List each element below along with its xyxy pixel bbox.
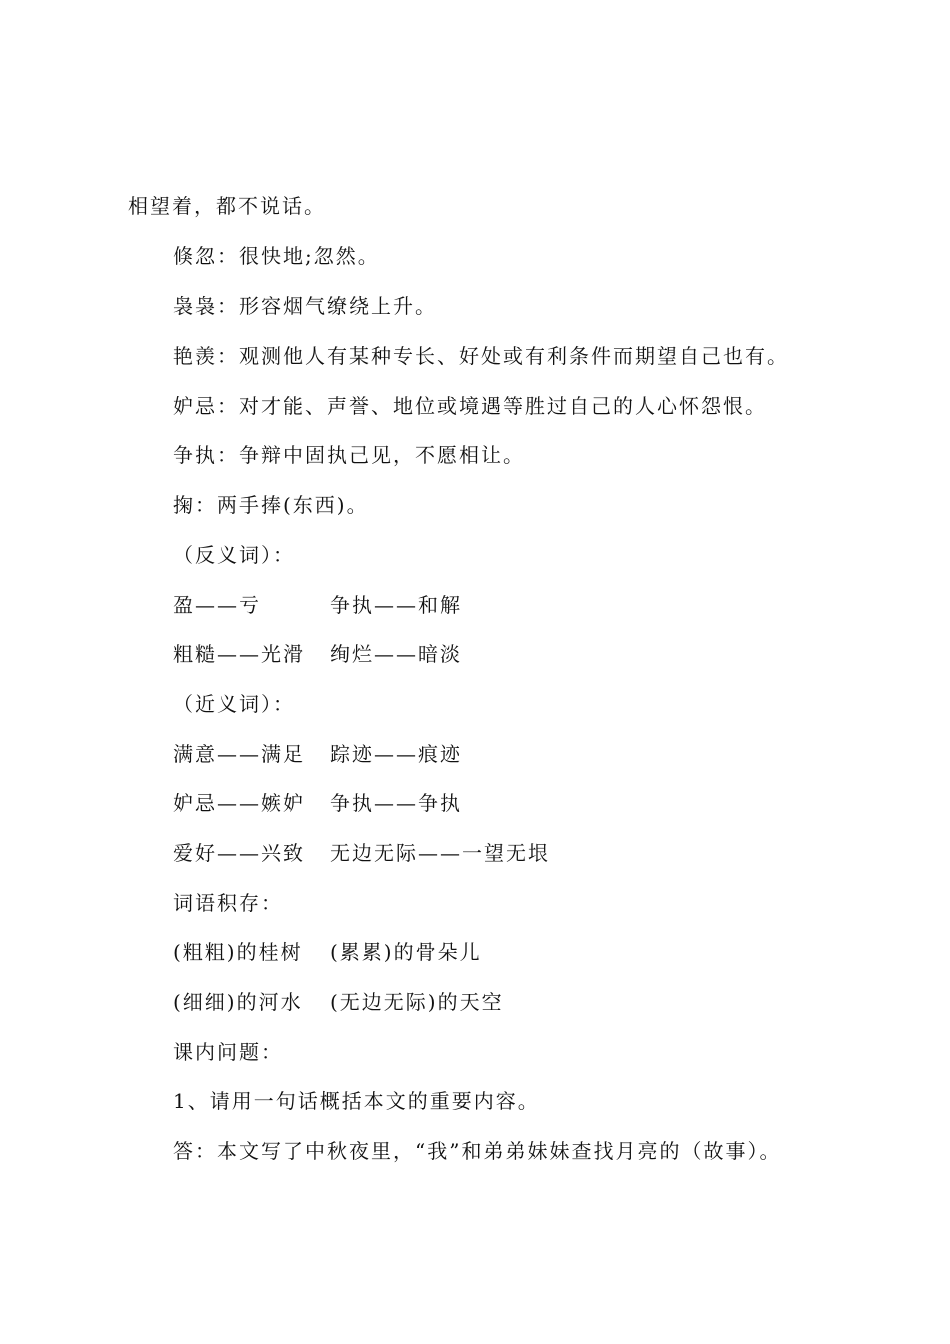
- synonym-pair-right: 无边无际——一望无垠: [330, 841, 550, 865]
- synonyms-heading: （近义词）：: [173, 692, 295, 716]
- definition-line: 艳羡：观测他人有某种专长、好处或有利条件而期望自己也有。: [173, 344, 789, 368]
- vocab-pair-right: (累累)的骨朵儿: [330, 940, 482, 964]
- synonym-pair-right: 踪迹——痕迹: [330, 742, 462, 766]
- vocab-pair-right: (无边无际)的天空: [330, 990, 504, 1014]
- answer-1: 答：本文写了中秋夜里，“我”和弟弟妹妹查找月亮的（故事）。: [173, 1139, 782, 1163]
- definition-line: 妒忌：对才能、声誉、地位或境遇等胜过自己的人心怀怨恨。: [173, 394, 767, 418]
- vocab-pair-left: (粗粗)的桂树: [173, 940, 303, 964]
- question-1: 1、请用一句话概括本文的重要内容。: [173, 1089, 540, 1113]
- vocab-heading: 词语积存：: [173, 891, 283, 915]
- definition-line: 倏忽：很快地;忽然。: [173, 244, 380, 268]
- antonym-pair-right: 争执——和解: [330, 593, 462, 617]
- intro-line: 相望着，都不说话。: [128, 194, 326, 218]
- synonym-pair-left: 满意——满足: [173, 742, 305, 766]
- definition-line: 掬：两手捧(东西)。: [173, 493, 369, 517]
- antonym-pair-left: 盈——亏: [173, 593, 261, 617]
- synonym-pair-right: 争执——争执: [330, 791, 462, 815]
- synonym-pair-left: 妒忌——嫉妒: [173, 791, 305, 815]
- antonym-pair-left: 粗糙——光滑: [173, 642, 305, 666]
- antonym-pair-right: 绚烂——暗淡: [330, 642, 462, 666]
- definition-line: 争执：争辩中固执己见，不愿相让。: [173, 443, 525, 467]
- questions-heading: 课内问题：: [173, 1040, 283, 1064]
- antonyms-heading: （反义词）：: [173, 543, 295, 567]
- synonym-pair-left: 爱好——兴致: [173, 841, 305, 865]
- vocab-pair-left: (细细)的河水: [173, 990, 303, 1014]
- definition-line: 袅袅：形容烟气缭绕上升。: [173, 294, 437, 318]
